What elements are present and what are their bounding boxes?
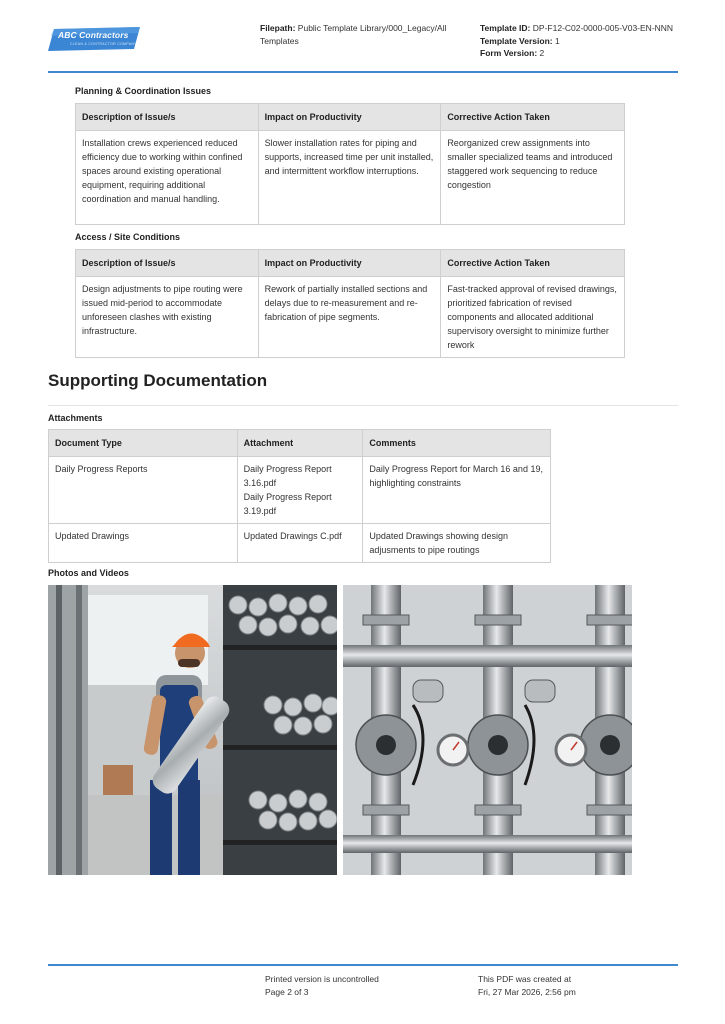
productivity-impact: Rework of partially installed sections and delays due to re-measurement and re-fabrication of pipe segments. bbox=[258, 277, 441, 358]
access-heading: Access / Site Conditions bbox=[75, 232, 181, 242]
attachment-link[interactable]: Daily Progress Report 3.16.pdf bbox=[243, 464, 332, 488]
page-number: Page 2 of 3 bbox=[265, 986, 309, 997]
productivity-impact: Slower installation rates for piping and supports, increased time per unit installed, and intermittent workflow interruptions. bbox=[258, 131, 441, 225]
template-meta bbox=[480, 22, 690, 60]
template-id-row bbox=[480, 22, 690, 35]
corrective-action: Reorganized crew assignments into smaller specialized teams and introduced staggered work sequencing to reduce congestion bbox=[441, 131, 625, 225]
section-title: Supporting Documentation bbox=[48, 371, 268, 390]
issue-description: Installation crews experienced reduced efficiency due to working within confined spaces around existing operational equipment, requiring additional coordination and manual handling. bbox=[76, 131, 259, 225]
attachment-link[interactable]: Updated Drawings C.pdf bbox=[243, 531, 342, 541]
company-logo bbox=[48, 27, 140, 51]
attachment-cell bbox=[237, 457, 363, 524]
table-header-row bbox=[76, 250, 625, 277]
table-header-row bbox=[49, 430, 551, 457]
corrective-action: Fast-tracked approval of revised drawings, prioritized fabrication of revised components and allocated additional supervisory oversight to minimize further rework bbox=[441, 277, 625, 358]
created-label: This PDF was created at bbox=[478, 974, 572, 984]
column-header: Description of Issue/s bbox=[76, 250, 259, 277]
filepath-label: Filepath: bbox=[260, 23, 296, 33]
issue-description: Design adjustments to pipe routing were issued mid-period to accommodate unforeseen clashes with existing infrastructure. bbox=[76, 277, 259, 358]
attachment-comment: Updated Drawings showing design adjusments to pipe routings bbox=[363, 524, 551, 563]
form-version-label: Form Version: bbox=[480, 48, 538, 58]
header-divider bbox=[48, 71, 678, 73]
uncontrolled-note: Printed version is uncontrolled bbox=[265, 974, 379, 984]
template-id-label: Template ID: bbox=[480, 23, 531, 33]
worker-with-pipe-photo[interactable] bbox=[48, 585, 337, 875]
template-version-value: 1 bbox=[554, 35, 560, 46]
column-header: Attachment bbox=[237, 430, 363, 457]
attachments-table bbox=[48, 429, 551, 563]
template-version-row bbox=[480, 35, 690, 48]
logo-text: ABC Contractors bbox=[58, 30, 129, 40]
planning-heading: Planning & Coordination Issues bbox=[75, 86, 212, 96]
form-version-row bbox=[480, 47, 690, 60]
template-id-value: DP-F12-C02-0000-005-V03-EN-NNN bbox=[532, 23, 674, 33]
attachments-heading: Attachments bbox=[48, 413, 103, 423]
logo-tagline: CLEAN & CONTRACTOR COMPANY bbox=[70, 42, 137, 46]
filepath-block bbox=[260, 22, 460, 47]
footer-divider bbox=[48, 964, 678, 966]
column-header: Corrective Action Taken bbox=[441, 104, 625, 131]
column-header: Corrective Action Taken bbox=[441, 250, 625, 277]
photos-heading: Photos and Videos bbox=[48, 568, 129, 578]
column-header: Document Type bbox=[49, 430, 238, 457]
column-header: Description of Issue/s bbox=[76, 104, 259, 131]
footer-right bbox=[478, 973, 576, 998]
attachment-link[interactable]: Daily Progress Report 3.19.pdf bbox=[243, 492, 332, 516]
document-type: Updated Drawings bbox=[49, 524, 238, 563]
table-row bbox=[49, 524, 551, 563]
table-row bbox=[76, 277, 625, 358]
planning-table bbox=[75, 103, 625, 225]
column-header: Impact on Productivity bbox=[258, 104, 441, 131]
access-table bbox=[75, 249, 625, 358]
pipe-valves-photo[interactable] bbox=[343, 585, 632, 875]
column-header: Impact on Productivity bbox=[258, 250, 441, 277]
table-row bbox=[76, 131, 625, 225]
template-version-label: Template Version: bbox=[480, 35, 553, 46]
table-header-row bbox=[76, 104, 625, 131]
created-timestamp: Fri, 27 Mar 2026, 2:56 pm bbox=[478, 986, 576, 997]
filepath-value: Public Template Library/000_Legacy/All Templates bbox=[260, 23, 447, 46]
page-header bbox=[0, 0, 725, 74]
attachment-comment: Daily Progress Report for March 16 and 19, highlighting constraints bbox=[363, 457, 551, 524]
column-header: Comments bbox=[363, 430, 551, 457]
form-version-value: 2 bbox=[539, 48, 545, 58]
document-type: Daily Progress Reports bbox=[49, 457, 238, 524]
footer-left bbox=[265, 973, 379, 998]
attachment-cell bbox=[237, 524, 363, 563]
table-row bbox=[49, 457, 551, 524]
section-divider bbox=[48, 405, 678, 406]
